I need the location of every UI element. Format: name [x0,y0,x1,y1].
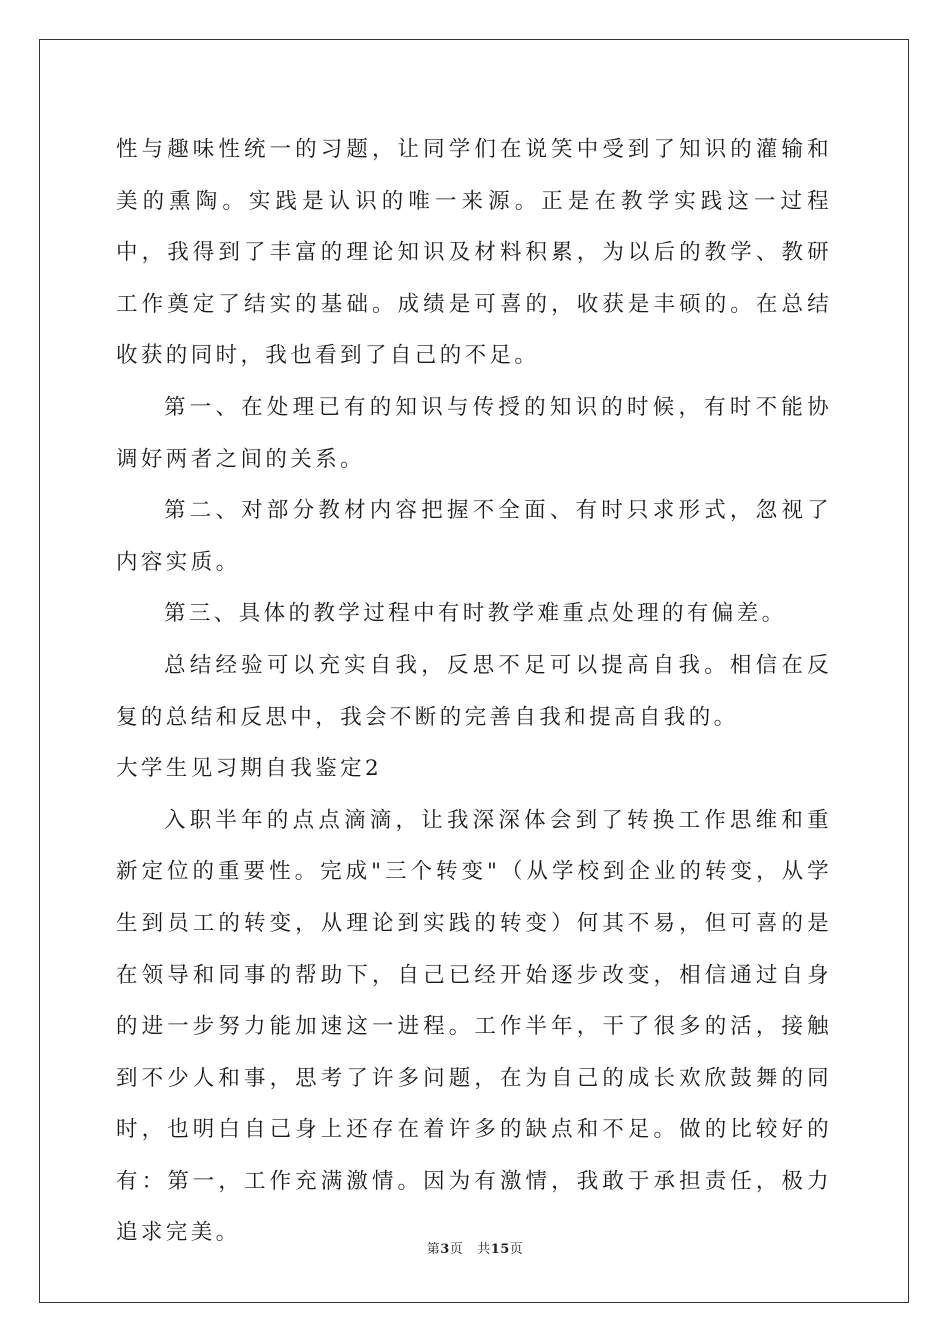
paragraph-continuation: 性与趣味性统一的习题，让同学们在说笑中受到了知识的灌输和美的熏陶。实践是认识的唯一来源。正是在教学实践这一过程中，我得到了丰富的理论知识及材料积累，为以后的教学、教研工作奠定了结实的基础。成绩是可喜的，收获是丰硕的。在总结收获的同时，我也看到了自己的不足。 [116,137,832,369]
page-number: 3 [440,1242,450,1257]
total-pages: 15 [490,1242,510,1257]
page-footer [0,1238,950,1257]
document-body [116,124,832,1259]
total-suffix: 页 [509,1242,524,1257]
paragraph-point-one: 第一、在处理已有的知识与传授的知识的时候，有时不能协调好两者之间的关系。 [116,394,832,472]
paragraph-point-two: 第二、对部分教材内容把握不全面、有时只求形式，忽视了内容实质。 [116,498,832,575]
page-prefix: 第 [426,1242,441,1257]
page-suffix: 页 [449,1242,464,1257]
paragraph-section-two: 入职半年的点点滴滴，让我深深体会到了转换工作思维和重新定位的重要性。完成"三个转变"（从学校到企业的转变，从学生到员工的转变，从理论到实践的转变）何其不易，但可喜的是在领导和同事的帮助下，自己已经开始逐步改变，相信通过自身的进一步努力能加速这一进程。工作半年，干了很多的活，接触到不少人和事，思考了许多问题，在为自己的成长欢欣鼓舞的同时，也明白自己身上还存在着许多的缺点和不足。做的比较好的有：第一，工作充满激情。因为有激情，我敢于承担责任，极力追求完美。 [116,807,832,1246]
total-prefix: 共 [477,1242,491,1257]
paragraph-summary: 总结经验可以充实自我，反思不足可以提高自我。相信在反复的总结和反思中，我会不断的完善自我和提高自我的。 [116,652,832,730]
section-heading: 大学生见习期自我鉴定2 [116,756,383,782]
paragraph-point-three: 第三、具体的教学过程中有时教学难重点处理的有偏差。 [164,601,787,627]
